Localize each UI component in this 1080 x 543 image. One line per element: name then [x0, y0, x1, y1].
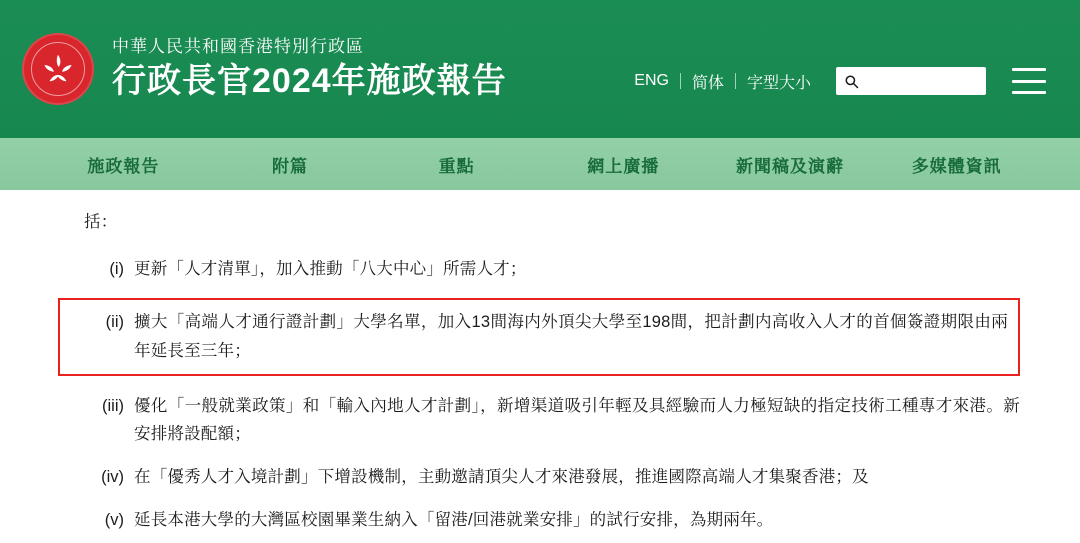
nav-highlights[interactable]: 重點 — [438, 156, 475, 176]
hksar-emblem-icon — [22, 33, 94, 105]
list-item — [60, 463, 1020, 492]
list-item — [60, 255, 1020, 284]
search-icon — [844, 74, 859, 89]
list-marker: (i) — [109, 259, 124, 278]
list-item-text: 更新「人才清單」，加入推動「八大中心」所需人才； — [134, 259, 527, 278]
document-content — [0, 190, 1080, 535]
list-item-text: 在「優秀人才入境計劃」下增設機制，主動邀請頂尖人才來港發展，推進國際高端人才集聚香港；及 — [134, 468, 869, 487]
site-titles — [112, 37, 507, 100]
list-marker: (v) — [104, 511, 124, 530]
lang-eng-link[interactable]: ENG — [634, 72, 669, 89]
site-brand[interactable] — [22, 33, 507, 105]
list-marker: (iv) — [101, 468, 124, 487]
bauhinia-flower-icon — [41, 52, 75, 86]
list-item-text: 優化「一般就業政策」和「輸入內地人才計劃」，新增渠道吸引年輕及具經驗而人力極短缺的指定技術工種專才來港。新安排將設配額； — [134, 396, 1020, 444]
menu-bar-3 — [1012, 91, 1046, 94]
menu-bar-1 — [1012, 68, 1046, 71]
menu-icon[interactable] — [1012, 68, 1046, 94]
list-marker: (ii) — [105, 312, 124, 331]
font-size-link[interactable]: 字型大小 — [746, 74, 811, 92]
list-marker: (iii) — [102, 396, 124, 415]
menu-bar-2 — [1012, 80, 1046, 83]
list-item — [60, 308, 1008, 366]
nav-press-releases[interactable]: 新聞稿及演辭 — [736, 156, 845, 176]
list-item-text: 延長本港大學的大灣區校園畢業生納入「留港/回港就業安排」的試行安排，為期兩年。 — [134, 511, 774, 530]
lang-simplified-link[interactable]: 简体 — [691, 74, 724, 92]
site-title-sub: 中華人民共和國香港特別行政區 — [112, 37, 364, 57]
site-header — [0, 0, 1080, 138]
nav-multimedia[interactable]: 多媒體資訊 — [911, 156, 1002, 176]
list-item-text: 擴大「高端人才通行證計劃」大學名單，加入13間海内外頂尖大學至198間，把計劃内高收入人才的首個簽證期限由兩年延長至三年； — [134, 312, 1008, 360]
nav-policy-address[interactable]: 施政報告 — [87, 156, 160, 176]
nav-supplement[interactable]: 附篇 — [272, 156, 308, 176]
site-title-main: 行政長官2024年施政報告 — [112, 61, 507, 100]
lead-paragraph: 括： — [84, 213, 118, 231]
list-item — [60, 392, 1020, 450]
highlight-box — [58, 298, 1020, 376]
main-nav — [0, 138, 1080, 190]
list-item — [60, 506, 1020, 535]
header-utilities — [623, 43, 1046, 95]
search-box[interactable] — [836, 67, 986, 95]
nav-webcast[interactable]: 網上廣播 — [587, 156, 660, 176]
